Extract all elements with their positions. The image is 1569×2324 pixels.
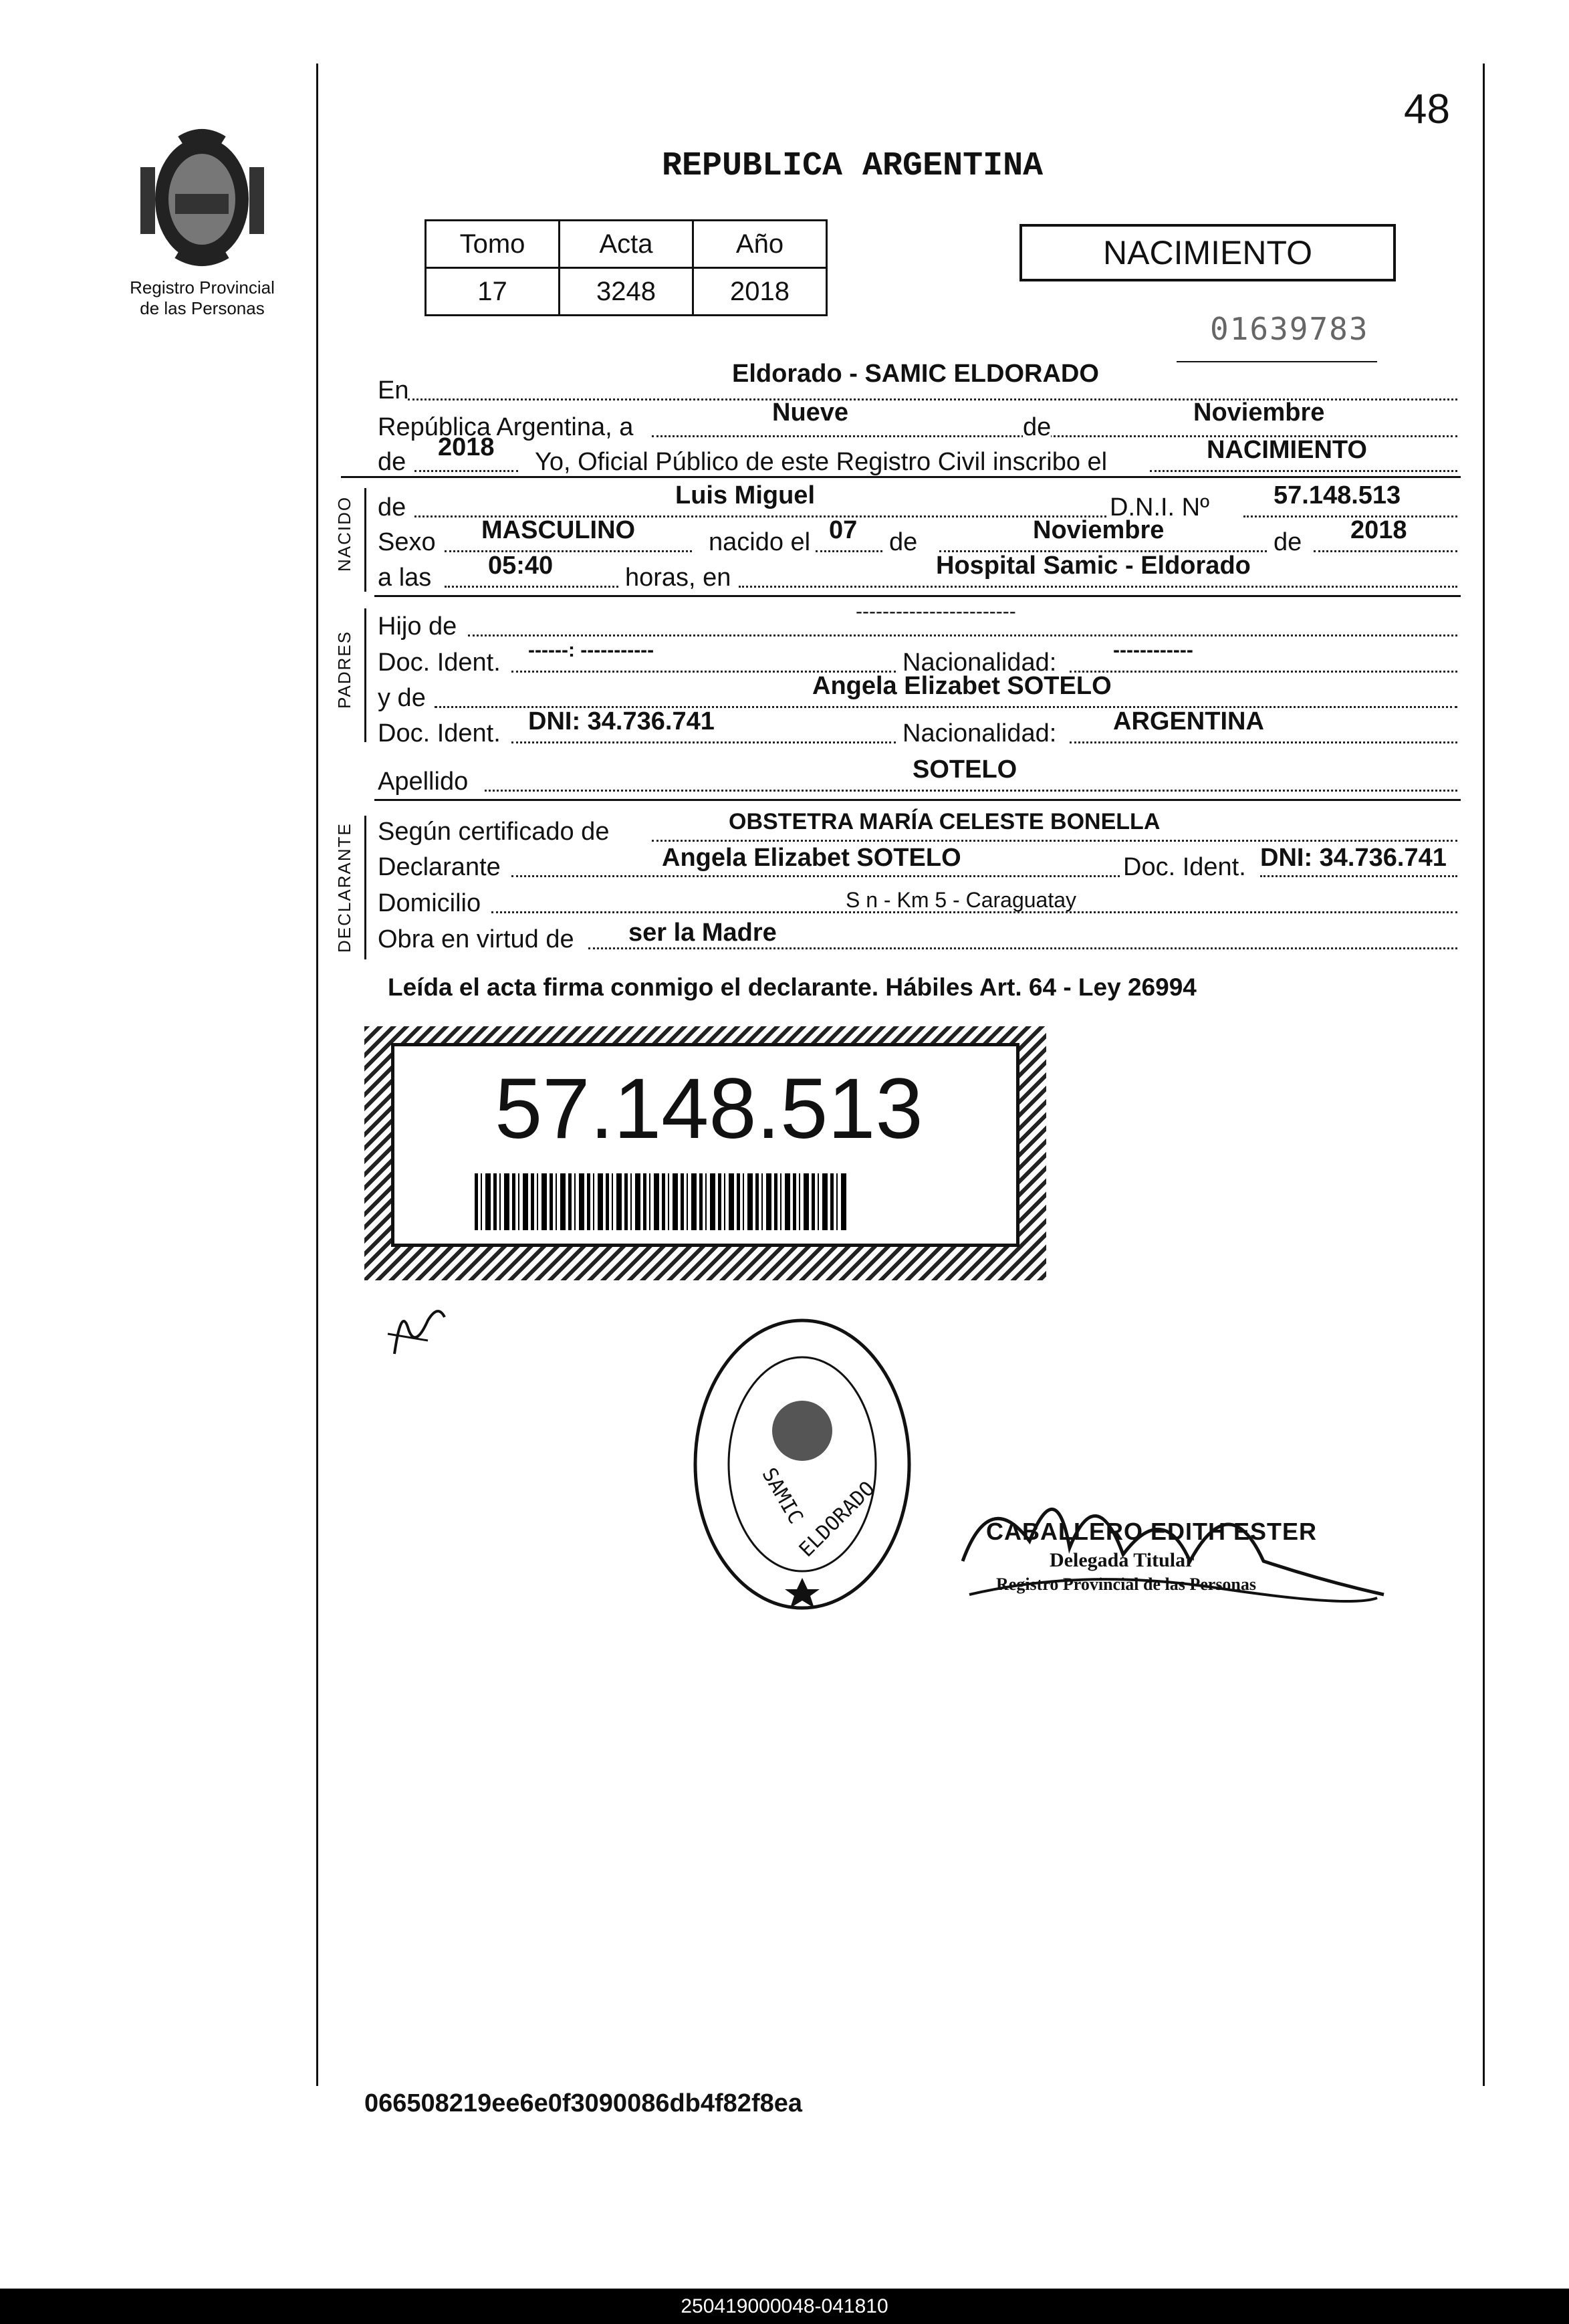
cert-dots <box>652 840 1457 842</box>
time-dots <box>445 586 618 588</box>
de-label: de <box>1023 413 1052 441</box>
decl-value: Angela Elizabet SOTELO <box>662 844 961 872</box>
nacido-de3-label: de <box>1274 528 1302 556</box>
birth-day-dots <box>816 550 882 552</box>
nac2-dots <box>1070 741 1457 743</box>
hijo-label: Hijo de <box>378 612 457 641</box>
nacido-bracket <box>364 488 366 592</box>
dni-value: 57.148.513 <box>1274 481 1401 509</box>
birth-year-dots <box>1314 550 1457 552</box>
signer-name: CABALLERO EDITH ESTER <box>986 1518 1318 1545</box>
en-label: En <box>378 376 409 404</box>
apellido-dots <box>485 790 1457 792</box>
sexo-value: MASCULINO <box>481 516 636 544</box>
logo-caption <box>114 277 291 319</box>
sexo-dots <box>445 550 692 552</box>
doc2-dots <box>511 741 896 743</box>
obra-label: Obra en virtud de <box>378 925 574 953</box>
declarante-section-label: DECLARANTE <box>334 822 354 953</box>
birth-day-value: 07 <box>829 516 858 544</box>
doc1-value: ------: ----------- <box>528 639 654 661</box>
left-margin-line <box>316 64 318 2086</box>
year-value: 2018 <box>438 433 495 461</box>
decl-doc-value: DNI: 34.736.741 <box>1260 844 1447 872</box>
hijo-value: ------------------------ <box>856 600 1016 622</box>
cert-label: Según certificado de <box>378 818 610 846</box>
place-dots <box>739 586 1457 588</box>
footer-bar <box>0 2289 1569 2324</box>
birth-month-value: Noviembre <box>1033 516 1165 544</box>
registry-stamp <box>689 1314 916 1615</box>
doc2-label: Doc. Ident. <box>378 719 501 747</box>
doc1-label: Doc. Ident. <box>378 649 501 677</box>
value-acta: 3248 <box>560 268 693 316</box>
barcode-number: 57.148.513 <box>495 1061 923 1157</box>
right-margin-line <box>1483 64 1485 2086</box>
header-acta: Acta <box>560 221 693 268</box>
apellido-label: Apellido <box>378 768 469 796</box>
en-value: Eldorado - SAMIC ELDORADO <box>732 360 1099 388</box>
closing-statement: Leída el acta firma conmigo el declarante. Hábiles Art. 64 - Ley 26994 <box>388 973 1197 1001</box>
header-anio: Año <box>693 221 827 268</box>
record-table <box>425 219 828 316</box>
footer-id: 250419000048-041810 <box>681 2295 888 2317</box>
cert-value: OBSTETRA MARÍA CELESTE BONELLA <box>729 809 1161 834</box>
serial-number: 01639783 <box>1210 311 1369 347</box>
mother-value: Angela Elizabet SOTELO <box>812 672 1112 700</box>
sexo-label: Sexo <box>378 528 436 556</box>
horas-label: horas, en <box>625 564 731 592</box>
obra-dots <box>588 947 1457 949</box>
birth-year-value: 2018 <box>1350 516 1407 544</box>
page-title: REPUBLICA ARGENTINA <box>662 147 1044 185</box>
signer-office: Registro Provincial de las Personas <box>996 1575 1257 1594</box>
logo-caption-line1: Registro Provincial <box>130 277 275 298</box>
official-signature <box>949 1461 1404 1621</box>
barcode-bars <box>475 1173 849 1230</box>
declarante-bracket <box>364 816 366 959</box>
month-value: Noviembre <box>1193 398 1325 427</box>
decl-label: Declarante <box>378 853 501 881</box>
value-anio: 2018 <box>693 268 827 316</box>
intro-separator <box>341 476 1461 478</box>
nac2-value: ARGENTINA <box>1113 707 1264 735</box>
name-value: Luis Miguel <box>675 481 815 509</box>
header-tomo: Tomo <box>426 221 560 268</box>
decl-doc-label: Doc. Ident. <box>1123 853 1246 881</box>
document-hash: 066508219ee6e0f3090086db4f82f8ea <box>364 2089 802 2117</box>
stamp-center-text1: SAMIC <box>757 1464 808 1528</box>
dni-label: D.N.I. Nº <box>1110 493 1209 521</box>
padres-section-label: PADRES <box>334 630 354 709</box>
doc-type: NACIMIENTO <box>1103 234 1312 271</box>
signer-role: Delegada Titular <box>1050 1549 1195 1571</box>
value-tomo: 17 <box>426 268 560 316</box>
event-dots <box>1150 470 1457 472</box>
serial-underline <box>1177 361 1377 362</box>
barcode-frame <box>364 1026 1046 1280</box>
nac2-label: Nacionalidad: <box>902 719 1057 747</box>
doc-type-box <box>1019 224 1396 281</box>
nac1-dots <box>1070 671 1457 673</box>
decl-dots <box>511 875 1120 877</box>
domicilio-value: S n - Km 5 - Caraguatay <box>846 888 1077 912</box>
page-number: 48 <box>1404 86 1450 132</box>
apellido-value: SOTELO <box>913 756 1017 784</box>
domicilio-label: Domicilio <box>378 889 481 917</box>
hijo-dots <box>468 634 1457 636</box>
doc2-value: DNI: 34.736.741 <box>528 707 715 735</box>
place-value: Hospital Samic - Eldorado <box>936 552 1251 580</box>
apellido-separator <box>374 799 1461 801</box>
event-value: NACIMIENTO <box>1207 436 1367 464</box>
nacido-separator <box>374 595 1461 597</box>
day-value: Nueve <box>772 398 849 427</box>
initials-signature <box>381 1294 455 1367</box>
time-value: 05:40 <box>488 552 554 580</box>
obra-value: ser la Madre <box>628 919 777 947</box>
year-dots <box>414 470 518 472</box>
decl-doc-dots <box>1260 875 1457 877</box>
nacido-section-label: NACIDO <box>334 495 354 572</box>
barcode-panel <box>391 1043 1019 1247</box>
yo-text: Yo, Oficial Público de este Registro Civil inscribo el <box>535 448 1108 476</box>
nacido-de-label: de <box>378 493 406 521</box>
republica-label: República Argentina, a <box>378 413 634 441</box>
nacido-de2-label: de <box>889 528 918 556</box>
stamp-center-text2: ELDORADO <box>794 1477 880 1562</box>
de2-label: de <box>378 448 406 476</box>
padres-bracket <box>364 608 366 742</box>
logo-caption-line2: de las Personas <box>140 298 265 318</box>
nacido-el-label: nacido el <box>709 528 811 556</box>
province-seal-logo <box>134 127 271 271</box>
nac1-label: Nacionalidad: <box>902 649 1057 677</box>
nac1-value: ------------ <box>1113 639 1193 661</box>
yde-label: y de <box>378 684 426 712</box>
alas-label: a las <box>378 564 432 592</box>
